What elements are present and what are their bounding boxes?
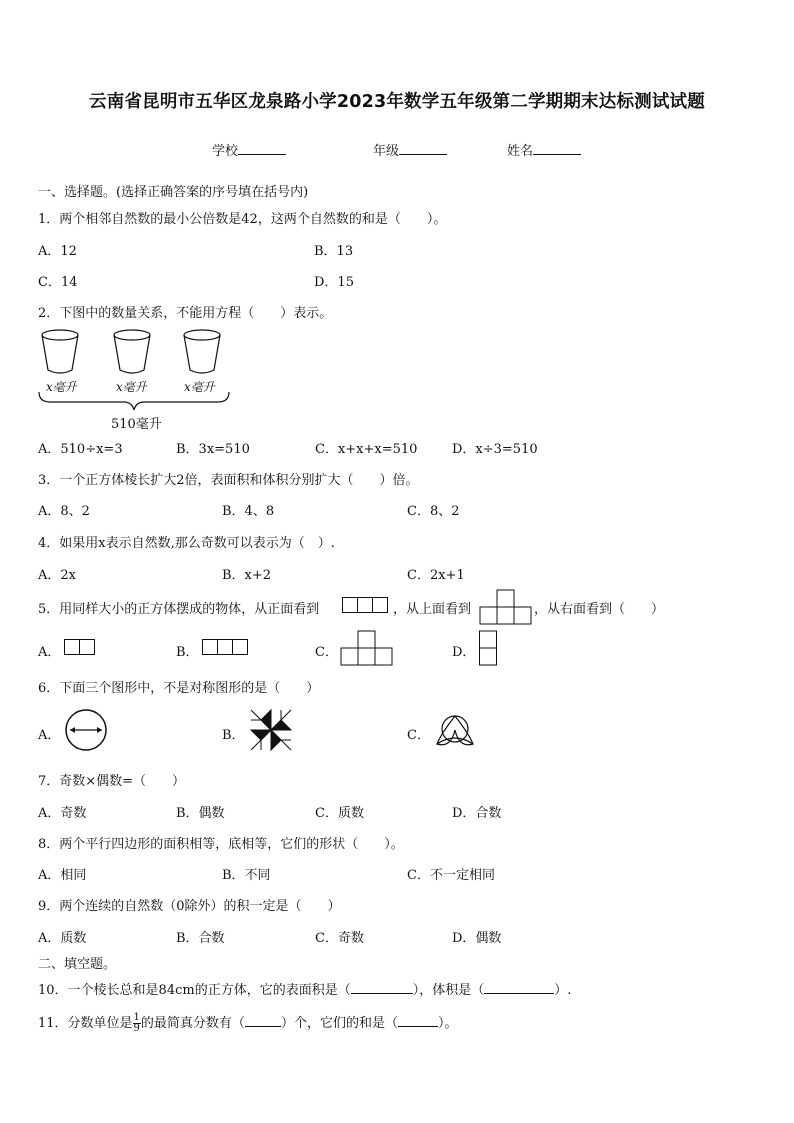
question-1: 1．两个相邻自然数的最小公倍数是42，这两个自然数的和是（ ）。 bbox=[38, 212, 447, 227]
name-label: 姓名 bbox=[507, 144, 534, 159]
question-5-part-1: 5．用同样大小的正方体摆成的物体，从正面看到 bbox=[38, 602, 320, 617]
cup-label-1: x毫升 bbox=[46, 380, 77, 394]
fraction-denominator: 9 bbox=[133, 1023, 140, 1034]
q5-option-c[interactable]: C． bbox=[315, 645, 338, 660]
q2-option-a[interactable]: A．510÷x=3 bbox=[38, 442, 123, 457]
grade-label: 年级 bbox=[373, 144, 400, 159]
grade-blank[interactable] bbox=[399, 142, 447, 155]
q1-option-a[interactable]: A．12 bbox=[38, 244, 77, 259]
q3-option-c[interactable]: C．8、2 bbox=[407, 504, 460, 519]
question-2: 2．下图中的数量关系，不能用方程（ ）表示。 bbox=[38, 306, 333, 321]
q5-option-b-figure[interactable] bbox=[202, 639, 247, 655]
trefoil-icon[interactable] bbox=[431, 708, 479, 750]
q11-blank-count[interactable] bbox=[245, 1014, 281, 1027]
q11-blank-sum[interactable] bbox=[398, 1014, 438, 1027]
question-5-part-3: ，从右面看到（ ） bbox=[534, 602, 665, 617]
q9-option-c[interactable]: C．奇数 bbox=[315, 931, 364, 946]
question-6: 6．下面三个图形中，不是对称图形的是（ ） bbox=[38, 681, 320, 696]
q5-option-c-figure[interactable] bbox=[341, 630, 393, 665]
q6-option-b[interactable]: B． bbox=[222, 728, 245, 743]
total-volume-label: 510毫升 bbox=[111, 417, 162, 432]
circle-arrow-icon[interactable] bbox=[62, 708, 112, 753]
q7-option-d[interactable]: D．合数 bbox=[452, 806, 502, 821]
q4-option-c[interactable]: C．2x+1 bbox=[407, 568, 465, 583]
question-4: 4．如果用x表示自然数,那么奇数可以表示为（ ）. bbox=[38, 536, 335, 551]
question-11 bbox=[38, 1012, 457, 1034]
top-view-figure bbox=[480, 589, 532, 624]
q5-option-b[interactable]: B． bbox=[176, 645, 199, 660]
cup-label-3: x毫升 bbox=[184, 380, 215, 394]
pinwheel-icon[interactable] bbox=[250, 709, 292, 751]
page-title: 云南省昆明市五华区龙泉路小学2023年数学五年级第二学期期末达标测试试题 bbox=[89, 92, 705, 112]
q3-option-b[interactable]: B．4、8 bbox=[222, 504, 275, 519]
school-blank[interactable] bbox=[238, 142, 286, 155]
q10-text-b: ），体积是（ bbox=[412, 983, 485, 998]
q10-text-a: 10．一个棱长总和是84cm的正方体，它的表面积是（ bbox=[38, 983, 351, 998]
q9-option-a[interactable]: A．质数 bbox=[38, 931, 87, 946]
q8-option-c[interactable]: C．不一定相同 bbox=[407, 868, 495, 883]
q3-option-a[interactable]: A．8、2 bbox=[38, 504, 90, 519]
q11-text-d: ）。 bbox=[437, 1016, 458, 1031]
q5-option-d[interactable]: D． bbox=[452, 645, 476, 660]
q2-option-c[interactable]: C．x+x+x=510 bbox=[315, 442, 418, 457]
front-view-figure bbox=[342, 597, 387, 613]
name-blank[interactable] bbox=[533, 142, 581, 155]
question-3: 3．一个正方体棱长扩大2倍，表面积和体积分别扩大（ ）倍。 bbox=[38, 473, 419, 488]
q5-option-d-figure[interactable] bbox=[479, 630, 497, 665]
q10-blank-volume[interactable] bbox=[484, 981, 554, 994]
question-8: 8．两个平行四边形的面积相等，底相等，它们的形状（ ）。 bbox=[38, 837, 404, 852]
q11-text-c: ）个，它们的和是（ bbox=[280, 1016, 398, 1031]
fraction-numerator: 1 bbox=[133, 1012, 140, 1023]
q5-option-a-figure[interactable] bbox=[64, 639, 94, 655]
q1-option-b[interactable]: B．13 bbox=[314, 244, 354, 259]
q1-option-d[interactable]: D．15 bbox=[314, 275, 354, 290]
q4-option-b[interactable]: B．x+2 bbox=[222, 568, 272, 583]
q6-option-c[interactable]: C． bbox=[407, 728, 430, 743]
q11-text-b: 的最简真分数有（ bbox=[140, 1016, 245, 1031]
grade-field[interactable] bbox=[373, 140, 447, 159]
q8-option-b[interactable]: B．不同 bbox=[222, 868, 271, 883]
school-label: 学校 bbox=[212, 144, 239, 159]
fraction-one-ninth bbox=[133, 1013, 141, 1034]
question-7: 7．奇数×偶数=（ ） bbox=[38, 774, 186, 789]
q10-blank-area[interactable] bbox=[351, 981, 413, 994]
q2-option-b[interactable]: B．3x=510 bbox=[176, 442, 250, 457]
q9-option-d[interactable]: D．偶数 bbox=[452, 931, 502, 946]
q8-option-a[interactable]: A．相同 bbox=[38, 868, 87, 883]
question-5-part-2: ，从上面看到 bbox=[393, 602, 472, 617]
q4-option-a[interactable]: A．2x bbox=[38, 568, 76, 583]
q9-option-b[interactable]: B．合数 bbox=[176, 931, 225, 946]
question-10 bbox=[38, 979, 571, 998]
section-fill-heading: 二、填空题。 bbox=[38, 957, 117, 972]
q6-option-a[interactable]: A． bbox=[38, 728, 61, 743]
q10-text-c: ）. bbox=[554, 983, 572, 998]
cup-label-2: x毫升 bbox=[116, 380, 147, 394]
q5-option-a[interactable]: A． bbox=[38, 645, 61, 660]
q7-option-c[interactable]: C．质数 bbox=[315, 806, 364, 821]
q2-option-d[interactable]: D．x÷3=510 bbox=[452, 442, 538, 457]
q1-option-c[interactable]: C．14 bbox=[38, 275, 78, 290]
cups-figure bbox=[36, 326, 236, 426]
name-field[interactable] bbox=[507, 140, 581, 159]
section-choice-heading: 一、选择题。(选择正确答案的序号填在括号内) bbox=[38, 185, 309, 200]
q7-option-b[interactable]: B．偶数 bbox=[176, 806, 225, 821]
q7-option-a[interactable]: A．奇数 bbox=[38, 806, 87, 821]
question-9: 9．两个连续的自然数（0除外）的积一定是（ ） bbox=[38, 899, 341, 914]
school-field[interactable] bbox=[212, 140, 286, 159]
q11-text-a: 11．分数单位是 bbox=[38, 1016, 133, 1031]
